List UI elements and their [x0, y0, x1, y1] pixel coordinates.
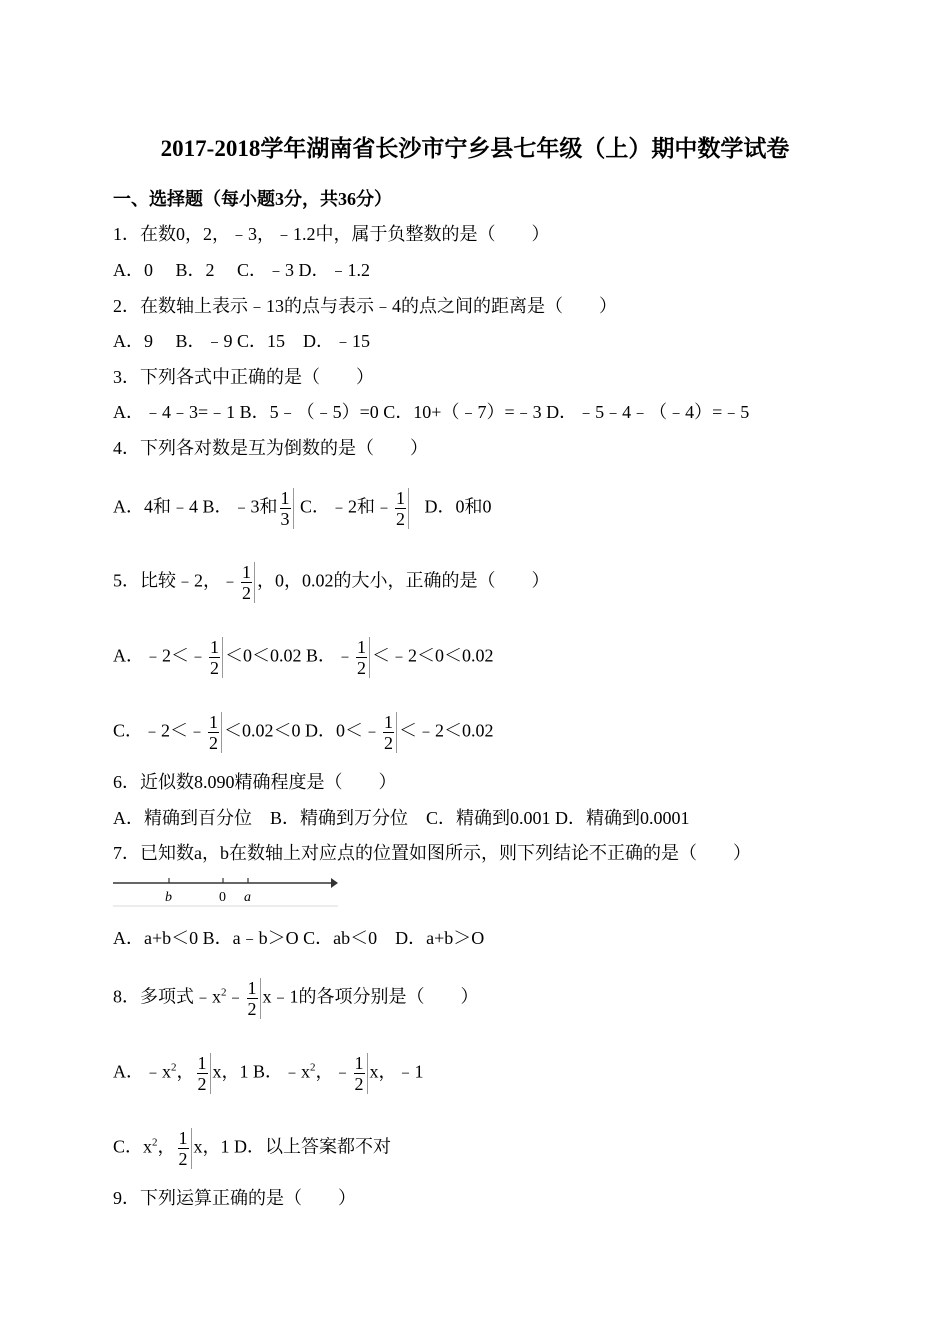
label-0: 0	[219, 890, 226, 905]
question-6-options: A．精确到百分位 B．精确到万分位 C．精确到0.001 D．精确到0.0001	[113, 808, 690, 828]
question-2-options: A．9 B．﹣9 C．15 D．﹣15	[113, 331, 371, 351]
question-8-options-ab: A．$﹣x^2$， $\frac{1}{2}$ x，1 B．$﹣x^2$，﹣ $\frac{1}{2}$ x，﹣1	[113, 1053, 424, 1094]
number-line-arrow	[331, 878, 338, 888]
question-4-options: A．4和﹣4 B．﹣3和 $\frac{1}{3}$ C．﹣2和﹣ $\frac{1}{2}$ D．0和0	[113, 488, 492, 529]
fraction: $\frac{1}{2}$	[178, 1128, 192, 1169]
question-4-stem: 4．下列各对数是互为倒数的是（ ）	[113, 438, 428, 458]
question-3-stem: 3．下列各式中正确的是（ ）	[113, 367, 374, 387]
fraction: $\frac{1}{2}$	[356, 637, 370, 678]
fraction: $\frac{1}{2}$	[241, 562, 255, 603]
fraction: $\frac{1}{2}$	[247, 978, 261, 1019]
question-7-options: A．a+b＜0 B．a﹣b＞O C．ab＜0 D．a+b＞O	[113, 928, 485, 948]
question-5-stem: 5．比较﹣2，﹣ $\frac{1}{2}$ ，0，0.02的大小，正确的是（ ）	[113, 562, 550, 603]
question-2-stem: 2．在数轴上表示﹣13的点与表示﹣4的点之间的距离是（ ）	[113, 296, 617, 316]
fraction: $\frac{1}{3}$	[280, 488, 294, 529]
fraction: $\frac{1}{2}$	[208, 712, 222, 753]
question-7-stem: 7．已知数a，b在数轴上对应点的位置如图所示，则下列结论不正确的是（ ）	[113, 843, 751, 863]
label-b: b	[165, 890, 172, 905]
fraction: $\frac{1}{2}$	[395, 488, 409, 529]
label-a: a	[244, 890, 251, 905]
question-5-options-ab: A．﹣2＜﹣ $\frac{1}{2}$ ＜0＜0.02 B．﹣ $\frac{1}{2}$ ＜﹣2＜0＜0.02	[113, 637, 494, 678]
page-title: 2017-2018学年湖南省长沙市宁乡县七年级（上）期中数学试卷	[160, 136, 790, 161]
number-line-figure	[113, 873, 338, 907]
question-8-options-cd: C．$x^2$， $\frac{1}{2}$ x，1 D．以上答案都不对	[113, 1128, 392, 1169]
question-9-stem: 9．下列运算正确的是（ ）	[113, 1188, 356, 1208]
section-heading: 一、选择题（每小题3分，共36分）	[113, 189, 392, 209]
fraction: $\frac{1}{2}$	[209, 637, 223, 678]
question-8-stem: 8．多项式$﹣x^2﹣$ $\frac{1}{2}$ x﹣1的各项分别是（ ）	[113, 978, 479, 1019]
question-1-options: A．0 B．2 C．﹣3 D．﹣1.2	[113, 260, 371, 280]
fraction: $\frac{1}{2}$	[354, 1053, 368, 1094]
question-3-options: A．﹣4﹣3=﹣1 B．5﹣（﹣5）=0 C．10+（﹣7）=﹣3 D．﹣5﹣4﹣（﹣4）=﹣5	[113, 402, 750, 422]
fraction: $\frac{1}{2}$	[383, 712, 397, 753]
question-6-stem: 6．近似数8.090精确程度是（ ）	[113, 772, 397, 792]
question-1-stem: 1．在数0，2，﹣3，﹣1.2中，属于负整数的是（ ）	[113, 224, 550, 244]
fraction: $\frac{1}{2}$	[197, 1053, 211, 1094]
question-5-options-cd: C．﹣2＜﹣ $\frac{1}{2}$ ＜0.02＜0 D．0＜﹣ $\frac{1}{2}$ ＜﹣2＜0.02	[113, 712, 494, 753]
